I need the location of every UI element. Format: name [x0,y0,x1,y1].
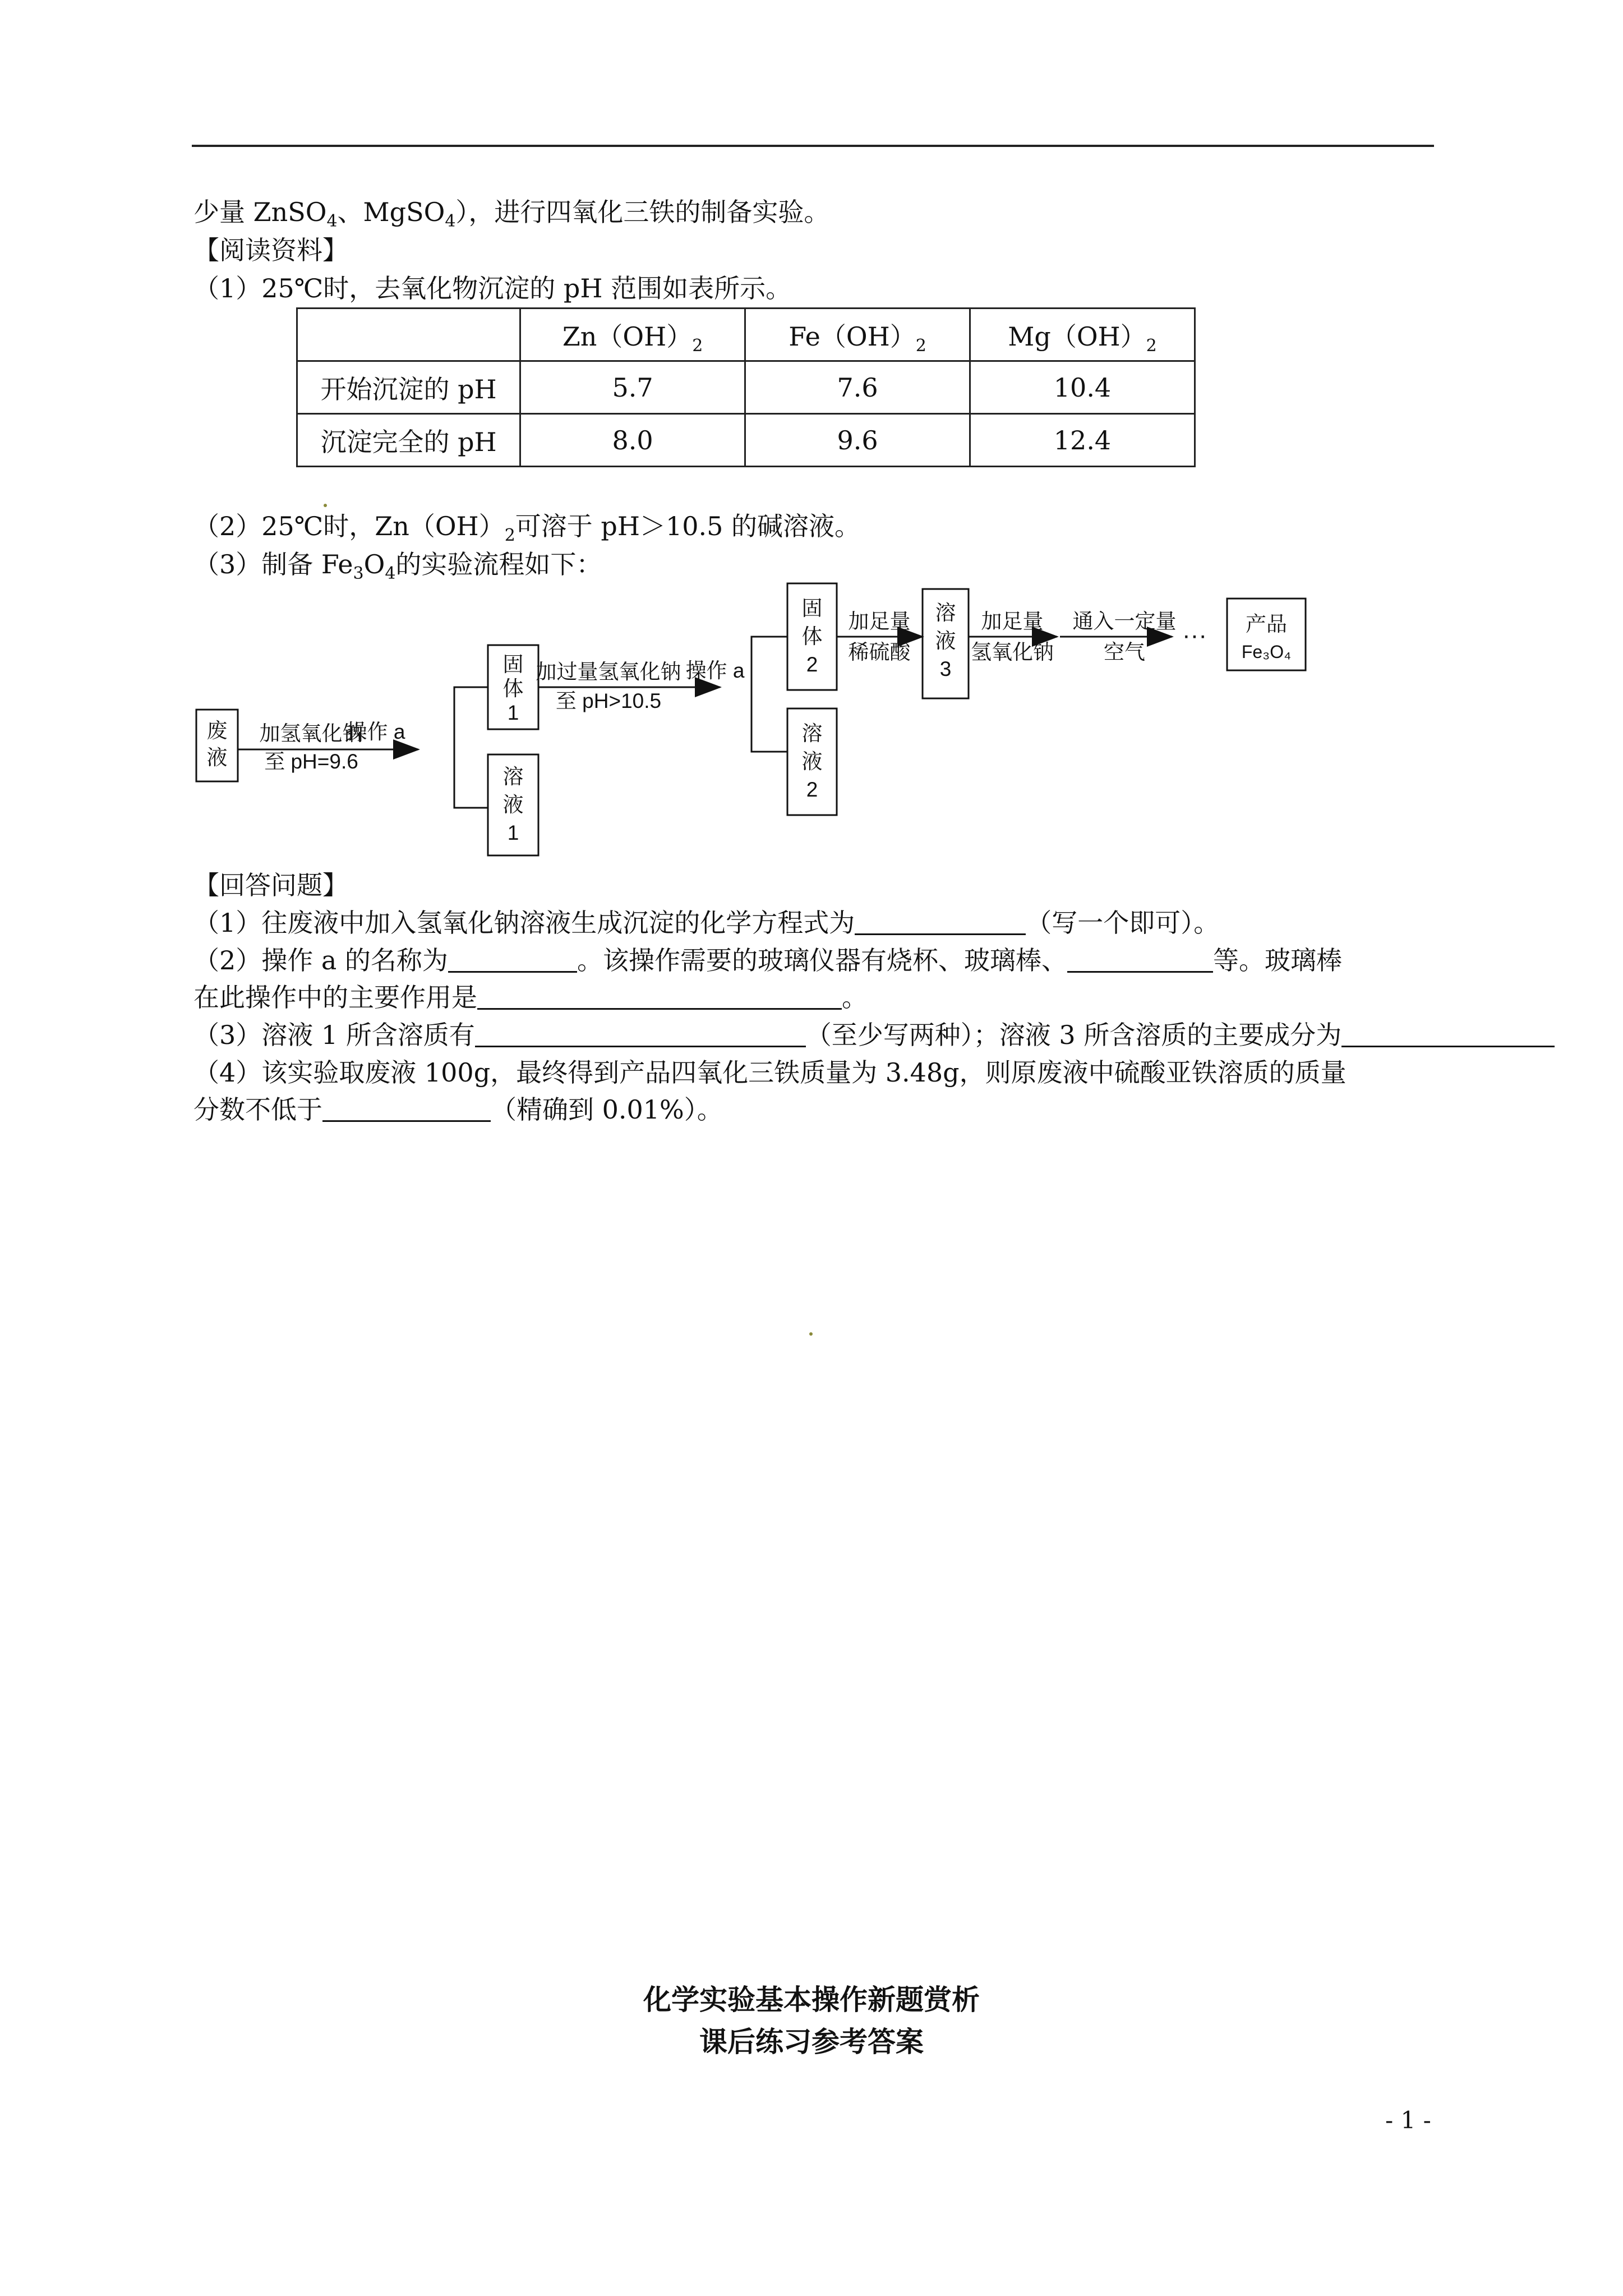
answer-heading: 【回答问题】 [193,870,348,900]
intro-line: 少量 ZnSO$_4$、MgSO$_4$），进行四氧化三铁的制备实验。 [193,197,830,231]
product-label-top: 产品 [1246,613,1287,636]
table-header-cell: $Fe(OH)_2$ [745,309,970,361]
question-4: （4）该实验取废液 100g，最终得到产品四氧化三铁质量为 3.48g，则原废液中硫酸亚铁溶质的质量 [193,1057,1347,1088]
speck-dot [809,1332,813,1336]
table-header-row [297,309,1195,361]
question-2-continued: 在此操作中的主要作用是 。 [193,982,868,1013]
step3-top-label: 加足量 [848,610,911,633]
operation-a-label-2: 操作 a [685,659,745,682]
step1-top-label: 加氢氧化钠 [259,722,363,745]
reading-item-1: （1）25℃时，去氧化物沉淀的 pH 范围如表所示。 [193,273,792,303]
section-title: 化学实验基本操作新题赏析 [643,1983,980,2016]
table-header-cell: $Mg(OH)_2$ [970,309,1195,361]
reading-heading: 【阅读资料】 [193,235,348,265]
step2-top-label: 加过量氢氧化钠 [536,660,681,683]
page-number: - 1 - [1385,2106,1431,2134]
solid2-label-1: 固 [801,597,823,620]
table-header-cell: $Zn(OH)_2$ [520,309,745,361]
solid2-label-2: 体 [801,625,823,648]
step5-bottom-label: 空气 [1104,641,1145,664]
solution3-label-1: 溶 [935,601,956,624]
solution1-label-2: 液 [502,793,524,816]
question-3: （3）溶液 1 所含溶质有 （至少写两种）；溶液 3 所含溶质的主要成分为 [193,1018,1555,1052]
answer-blank[interactable] [1067,944,1213,973]
step3-bottom-label: 稀硫酸 [848,641,911,664]
solution2-label-1: 溶 [801,722,823,745]
ph-table [296,307,1196,467]
process-flow-diagram [191,575,1335,869]
solution2-label-3: 2 [806,778,818,801]
product-label-bottom: Fe₃O₄ [1241,642,1292,662]
table-row-label: 开始沉淀的 pH [297,361,520,414]
step4-top-label: 加足量 [981,610,1044,633]
step4-bottom-label: 氢氧化钠 [971,641,1054,664]
table-row [297,414,1195,467]
solution1-label-3: 1 [507,821,519,844]
solution2-label-2: 液 [801,750,823,773]
waste-label-1: 废 [206,719,228,742]
table-cell: 12.4 [970,414,1195,467]
solid1-label-3: 1 [507,701,519,724]
table-cell: 9.6 [745,414,970,467]
answer-blank[interactable] [475,1019,806,1047]
reading-item-3: （3）制备 $Fe_3O_4$的实验流程如下： [193,549,602,583]
solid1-label-1: 固 [502,653,524,676]
solid1-label-2: 体 [502,677,524,700]
question-1: （1）往废液中加入氢氧化钠溶液生成沉淀的化学方程式为 （写一个即可）。 [193,908,1220,938]
reading-item-2: （2）25℃时，$Zn(OH)_2$可溶于 pH＞10.5 的碱溶液。 [193,511,861,545]
table-corner-cell [297,309,520,361]
answer-blank[interactable] [855,907,1026,935]
question-4-continued: 分数不低于 （精确到 0.01%）。 [193,1094,723,1125]
table-row [297,361,1195,414]
solution1-label-1: 溶 [502,765,524,788]
table-row-label: 沉淀完全的 pH [297,414,520,467]
header-rule [192,145,1434,147]
table-cell: 7.6 [745,361,970,414]
answer-blank[interactable] [1341,1019,1555,1047]
ellipsis-label: ··· [1182,622,1207,649]
section-subtitle: 课后练习参考答案 [699,2025,924,2058]
answer-blank[interactable] [448,944,577,973]
solution3-label-2: 液 [935,629,956,652]
answer-blank[interactable] [322,1093,491,1122]
solid2-label-3: 2 [806,653,818,676]
solution3-label-3: 3 [939,657,952,680]
step2-bottom-label: 至 pH>10.5 [555,689,662,712]
table-cell: 10.4 [970,361,1195,414]
question-2: （2）操作 a 的名称为 。该操作需要的玻璃仪器有烧杯、玻璃棒、 等。玻璃棒 [193,945,1342,976]
operation-a-label-1: 操作 a [346,720,405,743]
answer-blank[interactable] [477,981,842,1010]
step1-bottom-label: 至 pH=9.6 [264,750,358,773]
table-cell: 5.7 [520,361,745,414]
step5-top-label: 通入一定量 [1072,610,1177,633]
table-cell: 8.0 [520,414,745,467]
speck-dot [324,504,327,507]
waste-label-2: 液 [206,746,228,769]
